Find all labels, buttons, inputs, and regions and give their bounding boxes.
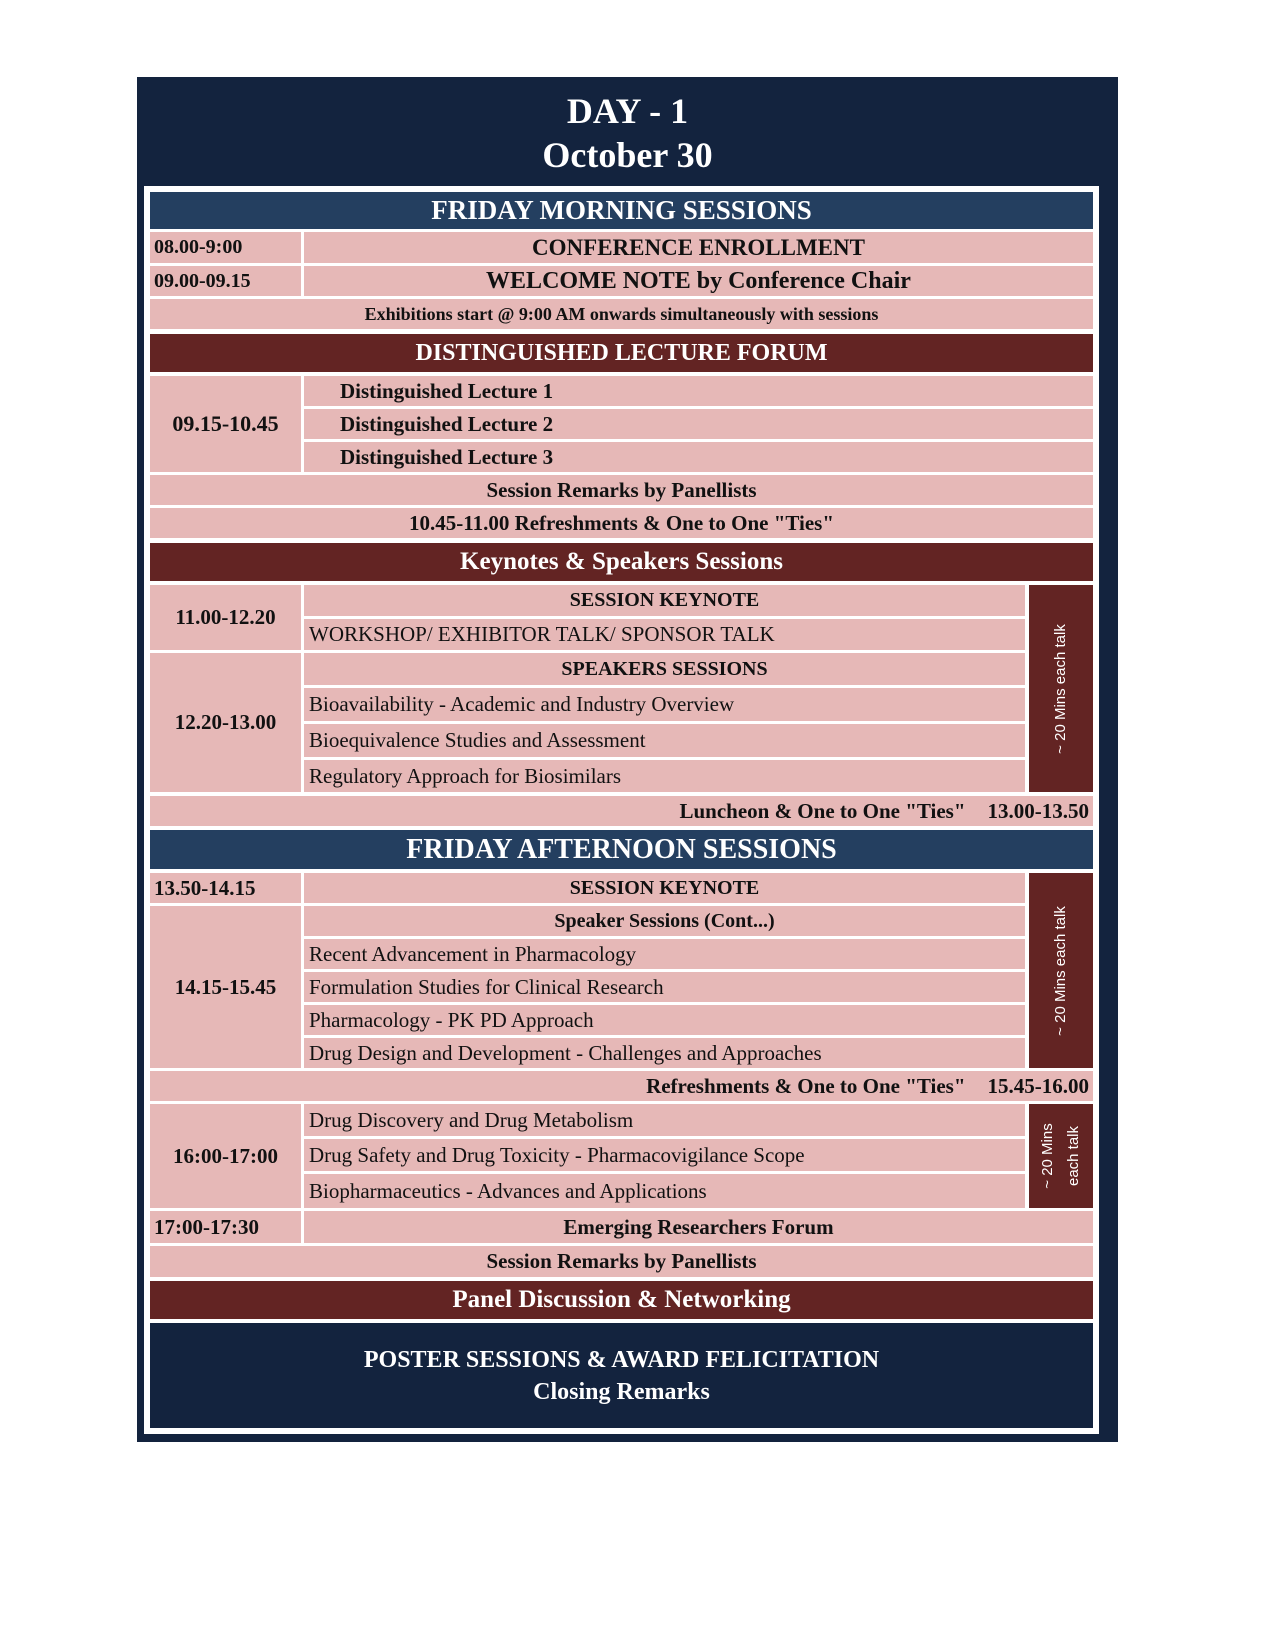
closing-block bbox=[150, 1323, 1093, 1428]
emerging-forum: Emerging Researchers Forum bbox=[304, 1211, 1093, 1243]
keynotes-header: Keynotes & Speakers Sessions bbox=[150, 543, 1093, 581]
talk-item: Bioequivalence Studies and Assessment bbox=[304, 724, 1025, 757]
enrollment-time: 08.00-9:00 bbox=[150, 232, 301, 263]
talk-duration-note: ~ 20 Mins each talk bbox=[1029, 585, 1093, 792]
session-keynote-label: SESSION KEYNOTE bbox=[304, 585, 1025, 616]
afternoon-refreshments-label: Refreshments & One to One "Ties" bbox=[646, 1073, 966, 1098]
lecture-remarks: Session Remarks by Panellists bbox=[150, 475, 1093, 505]
afternoon-duration-note: ~ 20 Mins each talk bbox=[1029, 873, 1093, 1068]
late-duration-note: ~ 20 Mins each talk bbox=[1029, 1104, 1093, 1208]
panel-discussion-header: Panel Discussion & Networking bbox=[150, 1281, 1093, 1319]
lecture-refreshments: 10.45-11.00 Refreshments & One to One "Ties" bbox=[150, 508, 1093, 538]
date-title: October 30 bbox=[542, 135, 713, 175]
poster-awards-line: POSTER SESSIONS & AWARD FELICITATION bbox=[363, 1346, 880, 1373]
welcome-label: WELCOME NOTE by Conference Chair bbox=[304, 266, 1093, 296]
exhibitions-note: Exhibitions start @ 9:00 AM onwards simultaneously with sessions bbox=[150, 299, 1093, 329]
lecture-forum-time: 09.15-10.45 bbox=[150, 376, 301, 472]
lecture-item: Distinguished Lecture 3 bbox=[304, 442, 1093, 472]
enrollment-label: CONFERENCE ENROLLMENT bbox=[304, 232, 1093, 263]
speaker-sessions-cont: Speaker Sessions (Cont...) bbox=[304, 906, 1025, 936]
welcome-time: 09.00-09.15 bbox=[150, 266, 301, 296]
afternoon-talk-item: Drug Design and Development - Challenges and Approaches bbox=[304, 1038, 1025, 1068]
luncheon-time: 13.00-13.50 bbox=[987, 798, 1089, 823]
late-talk-item: Drug Safety and Drug Toxicity - Pharmacovigilance Scope bbox=[304, 1139, 1025, 1171]
afternoon-session-keynote: SESSION KEYNOTE bbox=[304, 873, 1025, 903]
lecture-forum-header: DISTINGUISHED LECTURE FORUM bbox=[150, 334, 1093, 372]
late-talk-item: Drug Discovery and Drug Metabolism bbox=[304, 1104, 1025, 1136]
day-schedule-frame bbox=[137, 77, 1118, 1442]
workshop-label: WORKSHOP/ EXHIBITOR TALK/ SPONSOR TALK bbox=[304, 619, 1025, 650]
afternoon-talk-item: Pharmacology - PK PD Approach bbox=[304, 1005, 1025, 1035]
afternoon-block-time: 14.15-15.45 bbox=[150, 906, 301, 1068]
late-block-time: 16:00-17:00 bbox=[150, 1104, 301, 1208]
day-title: DAY - 1 bbox=[566, 91, 689, 131]
emerging-time: 17:00-17:30 bbox=[150, 1211, 301, 1243]
speakers-block-time: 12.20-13.00 bbox=[150, 653, 301, 792]
afternoon-refreshments-row bbox=[150, 1071, 1093, 1101]
luncheon-label: Luncheon & One to One "Ties" bbox=[679, 798, 966, 823]
closing-remarks-line: Closing Remarks bbox=[533, 1378, 710, 1405]
late-talk-item: Biopharmaceutics - Advances and Applications bbox=[304, 1174, 1025, 1208]
afternoon-keynote-time: 13.50-14.15 bbox=[150, 873, 301, 903]
schedule-table bbox=[144, 186, 1099, 1434]
speakers-sessions-heading: SPEAKERS SESSIONS bbox=[304, 653, 1025, 685]
lecture-item: Distinguished Lecture 2 bbox=[304, 409, 1093, 439]
keynote-block-time: 11.00-12.20 bbox=[150, 585, 301, 650]
morning-sessions-header: FRIDAY MORNING SESSIONS bbox=[150, 192, 1093, 229]
afternoon-remarks: Session Remarks by Panellists bbox=[150, 1246, 1093, 1277]
afternoon-refreshments-time: 15.45-16.00 bbox=[987, 1073, 1089, 1098]
talk-item: Regulatory Approach for Biosimilars bbox=[304, 760, 1025, 792]
luncheon-row bbox=[150, 796, 1093, 826]
afternoon-talk-item: Recent Advancement in Pharmacology bbox=[304, 939, 1025, 969]
afternoon-talk-item: Formulation Studies for Clinical Research bbox=[304, 972, 1025, 1002]
talk-item: Bioavailability - Academic and Industry Overview bbox=[304, 688, 1025, 721]
lecture-item: Distinguished Lecture 1 bbox=[304, 376, 1093, 406]
afternoon-sessions-header: FRIDAY AFTERNOON SESSIONS bbox=[150, 830, 1093, 869]
